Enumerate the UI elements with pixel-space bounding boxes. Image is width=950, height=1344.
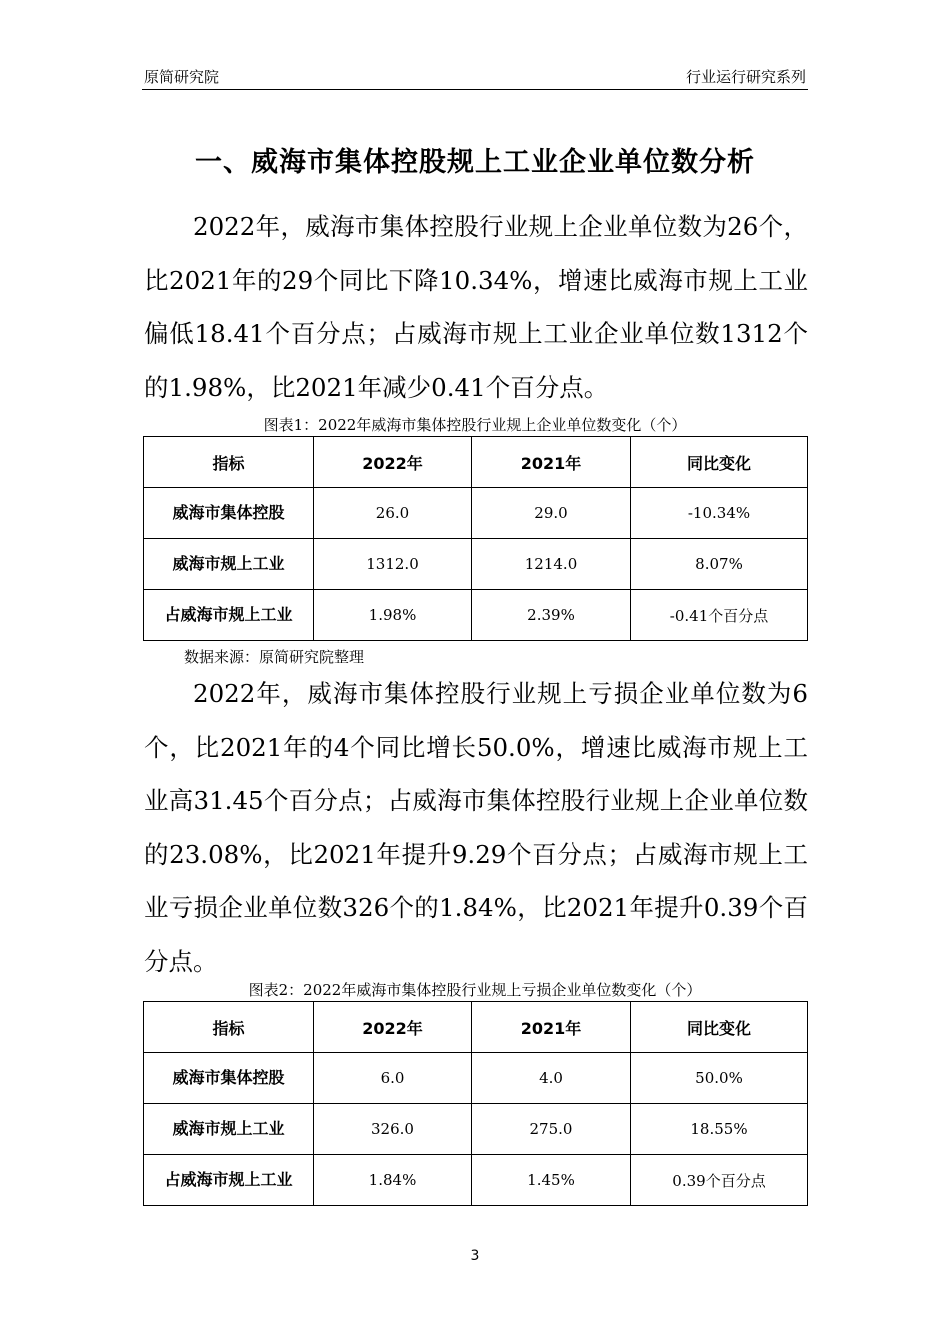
table-row	[144, 488, 808, 539]
table2-header-2021: 2021年	[472, 1002, 631, 1053]
paragraph-units: 2022年，威海市集体控股行业规上企业单位数为26个，比2021年的29个同比下降10.34%，增速比威海市规上工业偏低18.41个百分点；占威海市规上工业企业单位数1312个的1.98%，比2021年减少0.41个百分点。	[144, 212, 808, 402]
table1-source-note: 数据来源：原简研究院整理	[184, 648, 365, 666]
header-org-name: 原简研究院	[144, 68, 220, 86]
table1-row3-label: 占威海市规上工业	[144, 590, 314, 641]
table2-header-indicator: 指标	[144, 1002, 314, 1053]
table1-header-2022: 2022年	[314, 437, 472, 488]
table-row	[144, 1155, 808, 1206]
table2-header-2022: 2022年	[314, 1002, 472, 1053]
table1-row3-yoy: -0.41个百分点	[631, 590, 808, 641]
table1-row1-2022: 26.0	[314, 488, 472, 539]
table1-row1-2021: 29.0	[472, 488, 631, 539]
table1-row1-yoy: -10.34%	[631, 488, 808, 539]
table2-row1-label: 威海市集体控股	[144, 1053, 314, 1104]
paragraph-loss-units: 2022年，威海市集体控股行业规上亏损企业单位数为6个，比2021年的4个同比增长50.0%，增速比威海市规上工业高31.45个百分点；占威海市集体控股行业规上企业单位数的23.08%，比2021年提升9.29个百分点；占威海市规上工业亏损企业单位数326个的1.84%，比2021年提升0.39个百分点。	[144, 679, 808, 976]
table2-row1-2022: 6.0	[314, 1053, 472, 1104]
table2-row3-2022: 1.84%	[314, 1155, 472, 1206]
table2-row1-2021: 4.0	[472, 1053, 631, 1104]
page-number: 3	[470, 1248, 480, 1264]
table-row	[144, 1104, 808, 1155]
table2-row3-yoy: 0.39个百分点	[631, 1155, 808, 1206]
table2-row2-yoy: 18.55%	[631, 1104, 808, 1155]
table-row	[144, 1053, 808, 1104]
table1-row2-2022: 1312.0	[314, 539, 472, 590]
table2-header-row	[144, 1002, 808, 1053]
table2-row2-2021: 275.0	[472, 1104, 631, 1155]
table2-row3-2021: 1.45%	[472, 1155, 631, 1206]
table2-row2-2022: 326.0	[314, 1104, 472, 1155]
header-series-name: 行业运行研究系列	[685, 68, 806, 86]
table1-row2-yoy: 8.07%	[631, 539, 808, 590]
header-divider	[142, 89, 808, 90]
table2-row2-label: 威海市规上工业	[144, 1104, 314, 1155]
table2-row1-yoy: 50.0%	[631, 1053, 808, 1104]
section-title: 一、威海市集体控股规上工业企业单位数分析	[195, 147, 755, 178]
table1-row3-2022: 1.98%	[314, 590, 472, 641]
table2-header-yoy: 同比变化	[631, 1002, 808, 1053]
table1-header-indicator: 指标	[144, 437, 314, 488]
table2-loss-units	[143, 1001, 808, 1206]
table1-row2-2021: 1214.0	[472, 539, 631, 590]
table-row	[144, 539, 808, 590]
table1-row1-label: 威海市集体控股	[144, 488, 314, 539]
table1-header-yoy: 同比变化	[631, 437, 808, 488]
table2-row3-label: 占威海市规上工业	[144, 1155, 314, 1206]
table1-row3-2021: 2.39%	[472, 590, 631, 641]
table1-units	[143, 436, 808, 641]
table1-header-row	[144, 437, 808, 488]
table1-row2-label: 威海市规上工业	[144, 539, 314, 590]
table1-caption: 图表1：2022年威海市集体控股行业规上企业单位数变化（个）	[263, 416, 687, 434]
table2-caption: 图表2：2022年威海市集体控股行业规上亏损企业单位数变化（个）	[248, 981, 702, 999]
table1-header-2021: 2021年	[472, 437, 631, 488]
table-row	[144, 590, 808, 641]
